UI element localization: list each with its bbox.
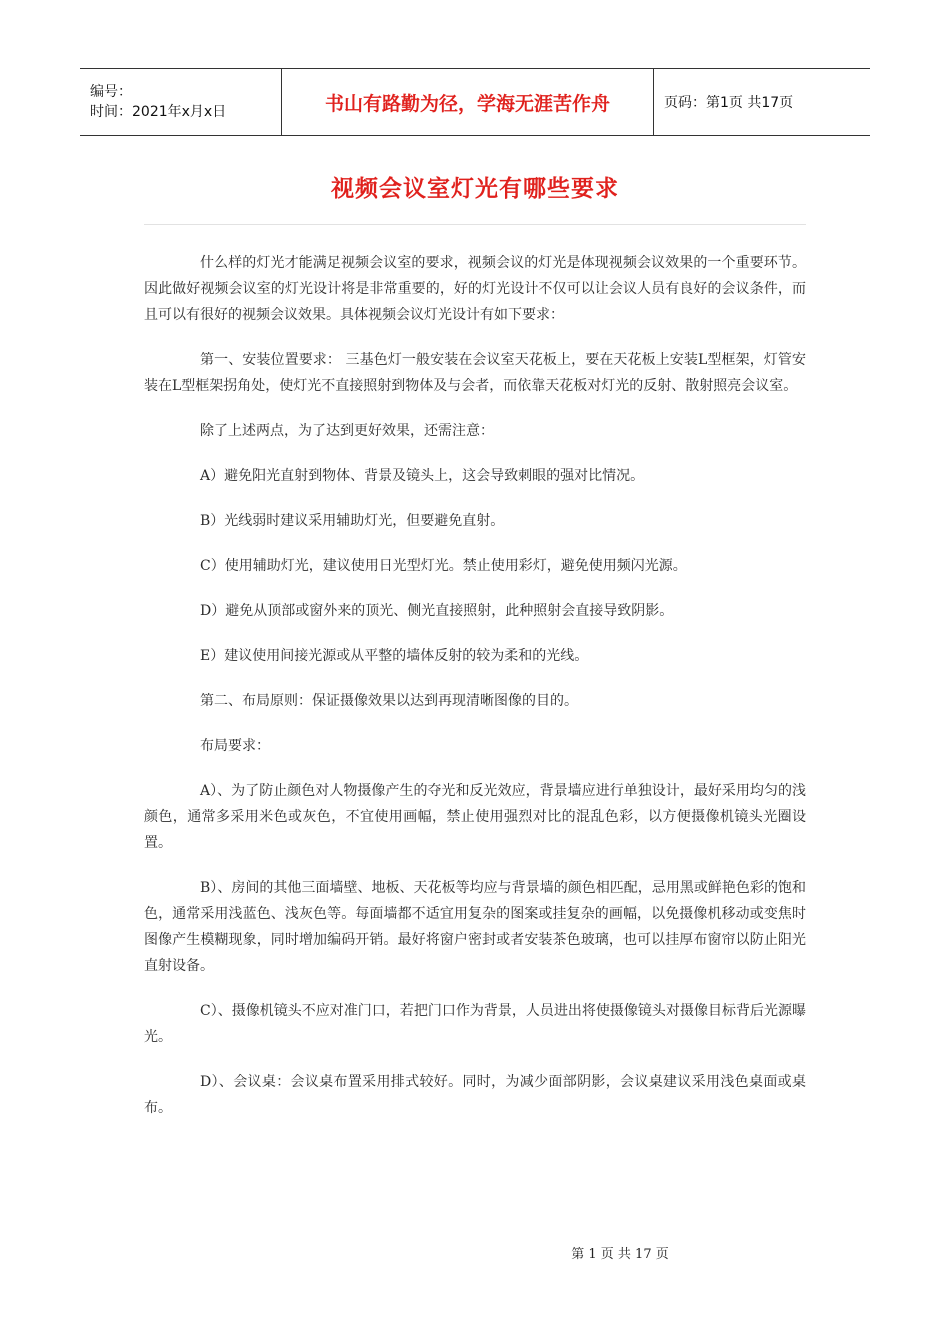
header-meta bbox=[80, 69, 282, 135]
paragraph-note-b: B）光线弱时建议采用辅助灯光，但要避免直射。 bbox=[200, 513, 505, 529]
paragraph-notes-intro: 除了上述两点，为了达到更好效果，还需注意： bbox=[200, 423, 494, 439]
paragraph-note-a: A）避免阳光直射到物体、背景及镜头上，这会导致刺眼的强对比情况。 bbox=[200, 468, 645, 484]
paragraph-layout-b: B）、房间的其他三面墙壁、地板、天花板等均应与背景墙的颜色相匹配，忌用黑或鲜艳色彩的饱和色，通常采用浅蓝色、浅灰色等。每面墙都不适宜用复杂的图案或挂复杂的画幅，以免摄像机移动或变焦时图像产生模糊现象，同时增加编码开销。最好将窗户密封或者安装茶色玻璃，也可以挂厚布窗帘以防止阳光直射设备。 bbox=[144, 880, 806, 974]
page-info-text: 页码：第1页 共17页 bbox=[664, 95, 794, 111]
header-motto bbox=[282, 69, 654, 135]
paragraph-note-d: D）避免从顶部或窗外来的顶光、侧光直接照射，此种照射会直接导致阴影。 bbox=[200, 603, 674, 619]
document-time-label: 时间：2021年x月x日 bbox=[90, 104, 227, 120]
paragraph-layout-c: C）、摄像机镜头不应对准门口，若把门口作为背景，人员进出将使摄像镜头对摄像目标背后光源曝光。 bbox=[144, 1003, 806, 1045]
paragraph-note-c: C）使用辅助灯光，建议使用日光型灯光。禁止使用彩灯，避免使用频闪光源。 bbox=[200, 558, 687, 574]
document-number-label: 编号： bbox=[90, 84, 132, 100]
document-title: 视频会议室灯光有哪些要求 bbox=[331, 176, 619, 202]
document-body bbox=[144, 250, 806, 1140]
header-page-info bbox=[654, 69, 870, 135]
paragraph-layout-principle: 第二、布局原则：保证摄像效果以达到再现清晰图像的目的。 bbox=[200, 693, 578, 709]
page-footer: 第 1 页 共 17 页 bbox=[571, 1247, 669, 1262]
paragraph-intro: 什么样的灯光才能满足视频会议室的要求，视频会议的灯光是体现视频会议效果的一个重要环节。因此做好视频会议室的灯光设计将是非常重要的，好的灯光设计不仅可以让会议人员有良好的会议条件，而且可以有很好的视频会议效果。具体视频会议灯光设计有如下要求： bbox=[144, 255, 806, 323]
motto-text: 书山有路勤为径，学海无涯苦作舟 bbox=[324, 92, 610, 115]
paragraph-layout-d: D）、会议桌：会议桌布置采用排式较好。同时，为减少面部阴影，会议桌建议采用浅色桌面或桌布。 bbox=[144, 1074, 806, 1116]
paragraph-layout-requirements: 布局要求： bbox=[200, 738, 270, 754]
paragraph-layout-a: A）、为了防止颜色对人物摄像产生的夺光和反光效应，背景墙应进行单独设计，最好采用均匀的浅颜色，通常多采用米色或灰色，不宜使用画幅，禁止使用强烈对比的混乱色彩，以方便摄像机镜头光圈设置。 bbox=[144, 783, 806, 851]
document-header bbox=[80, 68, 870, 136]
paragraph-note-e: E）建议使用间接光源或从平整的墙体反射的较为柔和的光线。 bbox=[200, 648, 589, 664]
paragraph-install-position: 第一、安装位置要求： 三基色灯一般安装在会议室天花板上，要在天花板上安装L型框架，灯管安装在L型框架拐角处，使灯光不直接照射到物体及与会者，而依靠天花板对灯光的反射、散射照亮会议室。 bbox=[144, 352, 806, 394]
title-divider bbox=[144, 224, 806, 225]
